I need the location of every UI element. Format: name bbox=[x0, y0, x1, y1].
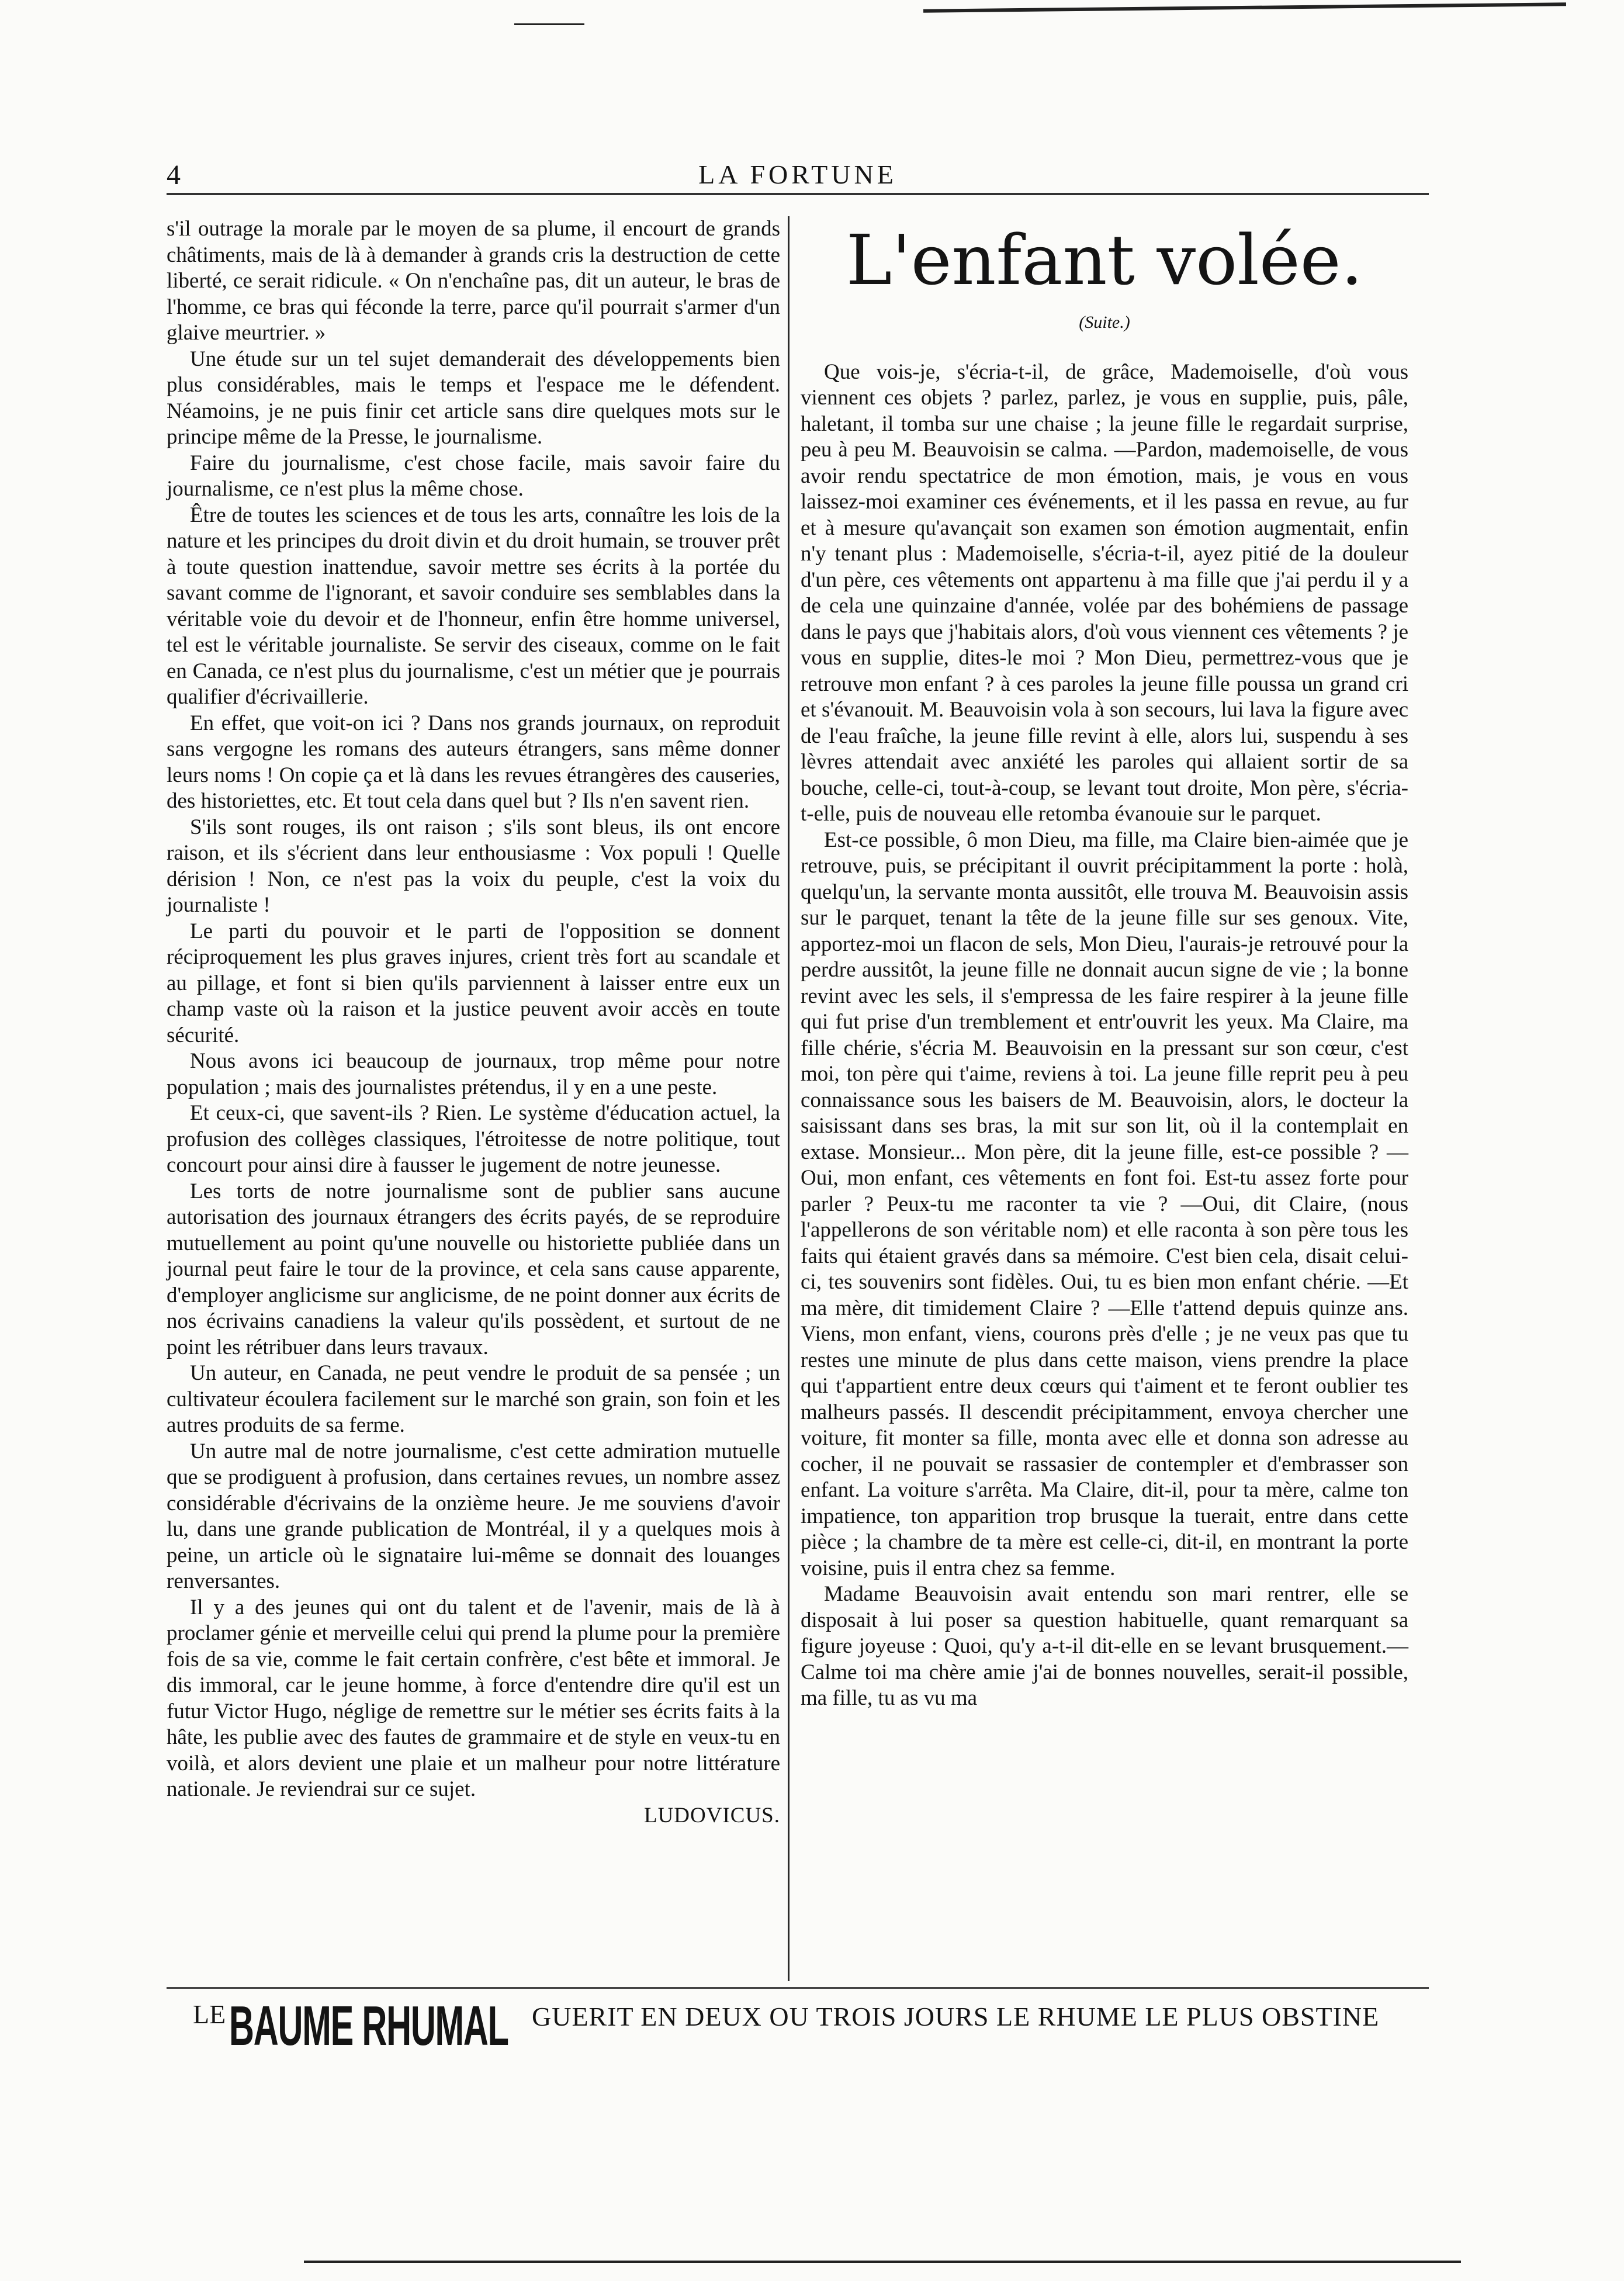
column-divider bbox=[788, 216, 790, 1981]
article-title: L'enfant volée. bbox=[846, 220, 1363, 300]
paragraph: Une étude sur un tel sujet demanderait des développements bien plus considérables, mais le temps et l'espace me le défendent. Néamoins, je ne puis finir cet article sans dire quelques mots sur le principe même de la Presse, le journalisme. bbox=[167, 347, 780, 449]
paragraph: Que vois-je, s'écria-t-il, de grâce, Mademoiselle, d'où vous viennent ces objets ? parlez, parlez, je vous en supplie, puis, pâle, haletant, il tomba sur une chaise ; la jeune fille le regardait surprise, peu à peu M. Beauvoisin se calma. —Pardon, mademoiselle, de vous avoir rendu spectatrice de mon émotion, mais, je vous en vous laissez-moi examiner ces événements, et il les passa en revue, au fur et à mesure qu'avançait son examen son émotion augmentait, enfin n'y tenant plus : Mademoiselle, s'écria-t-il, ayez pitié de la douleur d'un père, ces vêtements ont appartenu à ma fille que j'ai perdu il y a de cela une quinzaine d'année, volée par des bohémiens de passage dans le pays que j'habitais alors, d'où vous viennent ces vêtements ? je vous en supplie, dites-le moi ? Mon Dieu, permettrez-vous que je retrouve mon enfant ? à ces paroles la jeune fille poussa un grand cri et s'évanouit. M. Beauvoisin vola à son secours, lui lava la figure avec de l'eau fraîche, la jeune fille revint à elle, alors lui, suspendu à ses lèvres attendait avec anxiété les paroles qui allaient sortir de sa bouche, celle-ci, tout-à-coup, se levant tout droite, Mon père, s'écria-t-elle, puis de nouveau elle retomba évanouie sur le parquet. bbox=[801, 359, 1408, 826]
paragraph: s'il outrage la morale par le moyen de sa plume, il encourt de grands châtiments, mais de là à demander à grands cris la destruction de cette liberté, ce serait ridicule. « On n'enchaîne pas, dit un auteur, le bras de l'homme, ce bras qui féconde la terre, parce qu'il pourrait s'armer d'un glaive meurtrier. » bbox=[167, 217, 780, 345]
paragraph: S'ils sont rouges, ils ont raison ; s'ils sont bleus, ils ont encore raison, et ils s'écrient dans leur enthousiasme : Vox populi ! Quelle dérision ! Non, ce n'est pas la voix du peuple, c'est la voix du journaliste ! bbox=[167, 815, 780, 917]
advertisement-rule bbox=[167, 1987, 1429, 1989]
ad-prefix: LE bbox=[193, 1999, 226, 2029]
ad-slogan: GUERIT EN DEUX OU TROIS JOURS LE RHUME LE PLUS OBSTINE bbox=[532, 2002, 1380, 2031]
paragraph: Il y a des jeunes qui ont du talent et de l'avenir, mais de là à proclamer génie et merveille celui qui prend la plume pour la première fois de sa vie, comme le fait certain confrère, c'est bête et immoral. Je dis immoral, car le jeune homme, à force d'entendre dire qu'il est un futur Victor Hugo, néglige de remettre sur le métier ses écrits faits à la hâte, les publie avec des fautes de grammaire et de style en veux-tu en voilà, et alors devient une plaie et un malheur pour notre littérature nationale. Je reviendrai sur ce sujet. bbox=[167, 1595, 780, 1801]
paragraph: En effet, que voit-on ici ? Dans nos grands journaux, on reproduit sans vergogne les romans des auteurs étrangers, sans même donner leurs noms ! On copie ça et là dans les revues étrangères des causeries, des historiettes, etc. Et tout cela dans quel but ? Ils n'en savent rien. bbox=[167, 711, 780, 813]
paragraph: Madame Beauvoisin avait entendu son mari rentrer, elle se disposait à lui poser sa question habituelle, quant remarquant sa figure joyeuse : Quoi, qu'y a-t-il dit-elle en se levant brusquement.—Calme toi ma chère amie j'ai de bonnes nouvelles, serait-il possible, ma fille, tu as vu ma bbox=[801, 1582, 1408, 1710]
advertisement-banner bbox=[193, 1995, 1420, 2063]
scan-smudge-bottom bbox=[304, 2261, 1461, 2263]
paragraph: Nous avons ici beaucoup de journaux, trop même pour notre population ; mais des journalistes prétendus, il y en a une peste. bbox=[167, 1049, 780, 1099]
header-rule bbox=[167, 193, 1429, 195]
page-number: 4 bbox=[167, 160, 181, 191]
article-journalisme bbox=[167, 216, 780, 1829]
paragraph: Être de toutes les sciences et de tous les arts, connaître les lois de la nature et les principes du droit divin et du droit humain, se trouver prêt à toute question inattendue, savoir mettre ses écrits à la portée du savant comme de l'ignorant, et savoir conduire ses semblables dans la véritable voie du devoir et de l'honneur, enfin être homme universel, tel est le véritable journaliste. Se servir des ciseaux, comme on le fait en Canada, ce n'est plus du journalisme, c'est un métier que je pourrais qualifier d'écrivaillerie. bbox=[167, 503, 780, 709]
paragraph: Est-ce possible, ô mon Dieu, ma fille, ma Claire bien-aimée que je retrouve, puis, se précipitant il ouvrit précipitamment la porte : holà, quelqu'un, la servante monta aussitôt, elle trouva M. Beauvoisin assis sur le parquet, tenant la tête de la jeune fille sur ses genoux. Vite, apportez-moi un flacon de sels, Mon Dieu, l'aurais-je retrouvé pour la perdre aussitôt, la jeune fille ne donnait aucun signe de vie ; la bonne revint avec les sels, il s'empressa de les faire respirer à la jeune fille qui fut prise d'un tremblement et entr'ouvrit les yeux. Ma Claire, ma fille chérie, s'écria M. Beauvoisin en la pressant sur son cœur, c'est moi, ton père qui t'aime, reviens à toi. La jeune fille reprit peu à peu connaissance sous les baisers de M. Beauvoisin, alors, le docteur la saisissant dans ses bras, la mit sur son lit, où il la contemplait en extase. Monsieur... Mon père, dit la jeune fille, est-ce possible ? —Oui, mon enfant, ces vêtements en font foi. Est-tu assez forte pour parler ? Peux-tu me raconter ta vie ? —Oui, dit Claire, (nous l'appellerons de son véritable nom) et elle raconta à son père tous les faits qui étaient gravés dans sa mémoire. C'est bien cela, disait celui-ci, tes souvenirs sont fidèles. Oui, tu es bien mon enfant chérie. —Et ma mère, dit timidement Claire ? —Elle t'attend depuis quinze ans. Viens, mon enfant, viens, courons près d'elle ; je ne veux pas que tu restes une minute de plus dans cette maison, viens prendre la place qui t'appartient entre deux cœurs qui t'aiment et te feront oublier tes malheurs passés. Il descendit précipitamment, envoya chercher une voiture, fit monter sa fille, monta avec elle et donna son adresse au cocher, il ne pouvait se rassasier de contempler et d'embrasser son enfant. La voiture s'arrêta. Ma Claire, dit-il, pour ta mère, calme ton impatience, ton apparition trop brusque la tuerait, entre dans cette pièce ; la chambre de ta mère est celle-ci, dit-il, en montrant la porte voisine, puis il entra chez sa femme. bbox=[801, 828, 1408, 1580]
paragraph: Faire du journalisme, c'est chose facile, mais savoir faire du journalisme, ce n'est plus la même chose. bbox=[167, 451, 780, 501]
paragraph: Un autre mal de notre journalisme, c'est cette admiration mutuelle que se prodiguent à profusion, dans certaines revues, un nombre assez considérable d'écrivains de la onzième heure. Je me souviens d'avoir lu, dans une grande publication de Montréal, il y a quelques mois à peine, un article où le signataire lui-même se donnait des louanges renversantes. bbox=[167, 1439, 780, 1593]
paragraph: Le parti du pouvoir et le parti de l'opposition se donnent réciproquement les plus graves injures, crient très fort au scandale et au pillage, et font si bien qu'ils parviennent à laisser entre eux un champ vaste où la raison et la justice peuvent avoir accès en toute sécurité. bbox=[167, 919, 780, 1047]
article-enfant-volee bbox=[801, 216, 1408, 1712]
article-subtitle: (Suite.) bbox=[1079, 313, 1130, 332]
page-header bbox=[167, 159, 1429, 206]
scan-smudge-top bbox=[923, 2, 1566, 13]
journal-name: LA FORTUNE bbox=[698, 160, 897, 189]
author-signature: LUDOVICUS. bbox=[643, 1803, 780, 1827]
ad-brand: BAUME RHUMAL bbox=[229, 1995, 508, 2057]
paragraph: Un auteur, en Canada, ne peut vendre le produit de sa pensée ; un cultivateur écoulera facilement sur le marché son grain, son foin et les autres produits de sa ferme. bbox=[167, 1361, 780, 1437]
paragraph: Les torts de notre journalisme sont de publier sans aucune autorisation des journaux étrangers des écrits payés, de se reproduire mutuellement au point qu'une nouvelle ou historiette publiée dans un journal peut faire le tour de la province, et cela sans cause apparente, d'employer anglicisme sur anglicisme, de ne point donner aux écrits de nos écrivains canadiens la valeur qu'ils possèdent, et surtout de ne point les rétribuer dans leurs travaux. bbox=[167, 1179, 780, 1359]
paragraph: Et ceux-ci, que savent-ils ? Rien. Le système d'éducation actuel, la profusion des collèges classiques, l'étroitesse de notre politique, tout concourt pour ainsi dire à fausser le jugement de notre jeunesse. bbox=[167, 1101, 780, 1177]
scan-smudge-top-mark bbox=[514, 23, 584, 25]
